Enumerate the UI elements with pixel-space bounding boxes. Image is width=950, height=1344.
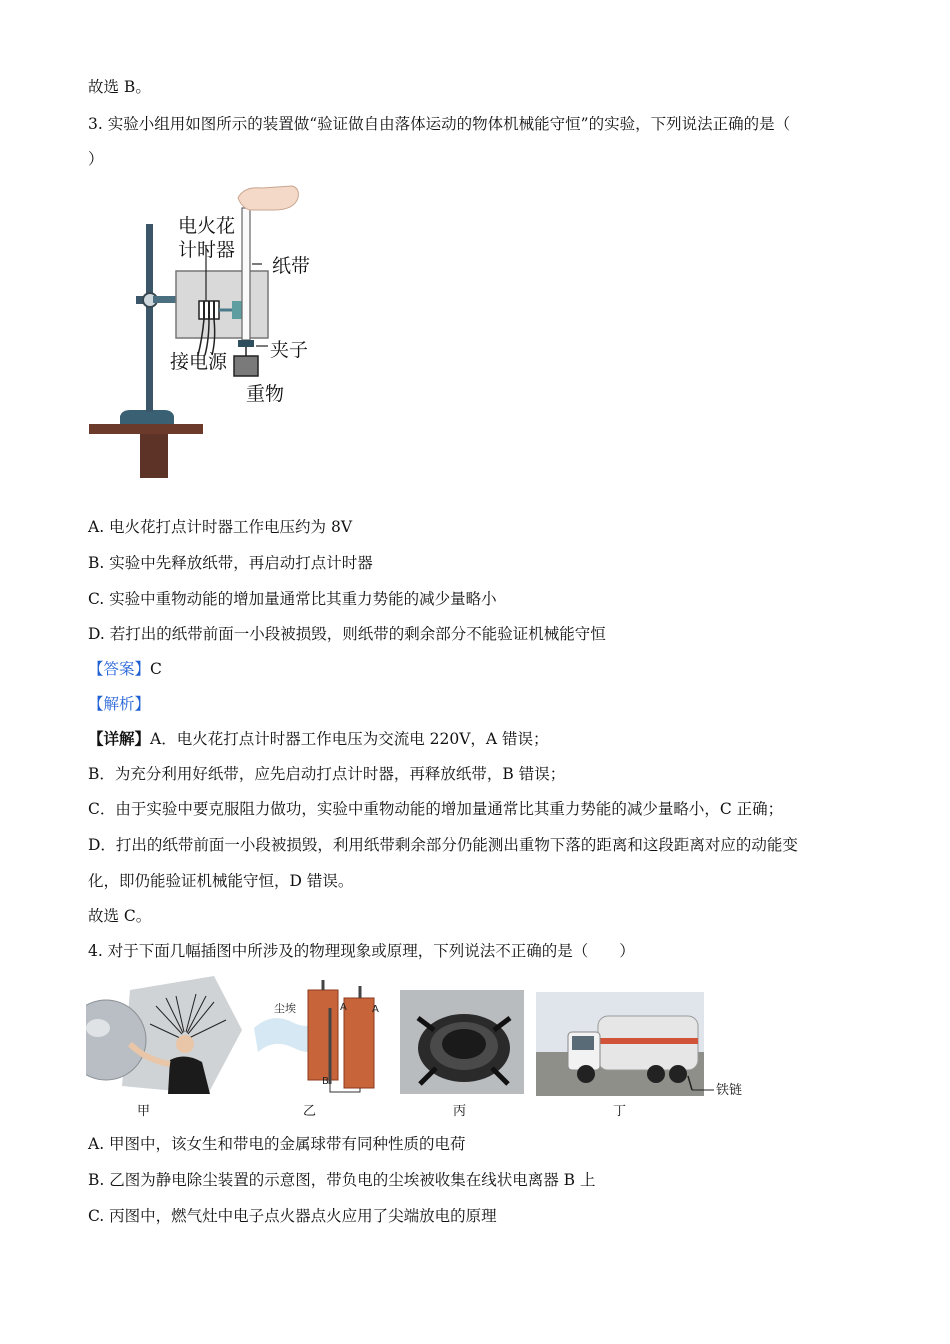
q3-stem-line1: 3. 实验小组用如图所示的装置做“验证做自由落体运动的物体机械能守恒”的实验，下列说法正确的是（	[88, 115, 791, 133]
caption-ding: 丁	[613, 1104, 627, 1119]
heavy-weight	[234, 356, 258, 376]
label-clip: 夹子	[270, 339, 309, 361]
burner-cap	[442, 1029, 486, 1059]
q4-stem: 4. 对于下面几幅插图中所涉及的物理现象或原理，下列说法不正确的是（ ）	[88, 942, 635, 960]
caption-yi: 乙	[303, 1104, 317, 1119]
answer-line	[88, 659, 162, 679]
stand-base	[120, 410, 174, 424]
label-tape: 纸带	[272, 255, 311, 277]
caption-jia: 甲	[137, 1104, 151, 1119]
figure-bing-gas-stove	[400, 990, 524, 1094]
figure-ding-tanker-truck	[536, 992, 748, 1096]
q3-option-b: B. 实验中先释放纸带，再启动打点计时器	[88, 554, 373, 572]
plate-a-right	[344, 998, 374, 1088]
label-timer-1: 电火花	[178, 215, 236, 237]
label-dust: 尘埃	[274, 1002, 296, 1015]
label-a1: A	[340, 1002, 347, 1013]
detail-c: C．由于实验中要克服阻力做功，实验中重物动能的增加量通常比其重力势能的减少量略小，C 正确；	[88, 800, 784, 818]
stand-rod	[146, 224, 153, 412]
detail-a-text: A．电火花打点计时器工作电压为交流电 220V，A 错误；	[150, 730, 549, 748]
label-weight: 重物	[246, 383, 285, 405]
table-top	[89, 424, 203, 434]
answer-value: C	[150, 660, 162, 678]
label-a2: A	[372, 1004, 379, 1015]
paper-tape	[242, 208, 250, 340]
detail-d-line2: 化，即仍能验证机械能守恒，D 错误。	[88, 872, 354, 890]
previous-conclusion: 故选 B。	[88, 78, 151, 96]
plate-a-left	[308, 990, 338, 1080]
q3-conclusion: 故选 C。	[88, 907, 152, 925]
q4-option-b: B. 乙图为静电除尘装置的示意图，带负电的尘埃被收集在线状电离器 B 上	[88, 1171, 596, 1189]
table-leg	[140, 434, 168, 478]
figure-jia-static-hair	[86, 976, 242, 1094]
answer-tag: 【答案】	[88, 660, 151, 678]
spark-timer	[176, 271, 268, 338]
detail-tag: 【详解】	[88, 729, 151, 748]
girl-face	[176, 1035, 194, 1053]
hand	[238, 186, 298, 210]
figure-yi-electrostatic-precipitator	[252, 972, 392, 1094]
q3-option-d: D. 若打出的纸带前面一小段被损毁，则纸带的剩余部分不能验证机械能守恒	[88, 625, 606, 643]
detail-d-line1: D．打出的纸带前面一小段被损毁，利用纸带剩余部分仍能测出重物下落的距离和这段距离对应的动能变	[88, 836, 798, 854]
q4-option-a: A. 甲图中，该女生和带电的金属球带有同种性质的电荷	[88, 1135, 466, 1153]
wheel-front	[577, 1065, 595, 1083]
detail-b: B．为充分利用好纸带，应先启动打点计时器，再释放纸带，B 错误；	[88, 765, 566, 783]
clip	[238, 340, 254, 347]
q3-option-a: A. 电火花打点计时器工作电压约为 8V	[88, 518, 353, 536]
caption-bing: 丙	[453, 1104, 467, 1119]
free-fall-apparatus-figure	[86, 180, 336, 480]
analysis-tag: 【解析】	[88, 695, 151, 713]
detail-a	[88, 729, 549, 749]
q4-option-c: C. 丙图中，燃气灶中电子点火器点火应用了尖端放电的原理	[88, 1207, 497, 1225]
label-iron-chain: 铁链	[716, 1083, 743, 1096]
label-timer-2: 计时器	[178, 239, 236, 261]
q3-stem-line2: ）	[88, 150, 104, 168]
q3-option-c: C. 实验中重物动能的增加量通常比其重力势能的减少量略小	[88, 590, 497, 608]
label-power: 接电源	[170, 351, 228, 373]
label-b: B	[322, 1076, 329, 1087]
